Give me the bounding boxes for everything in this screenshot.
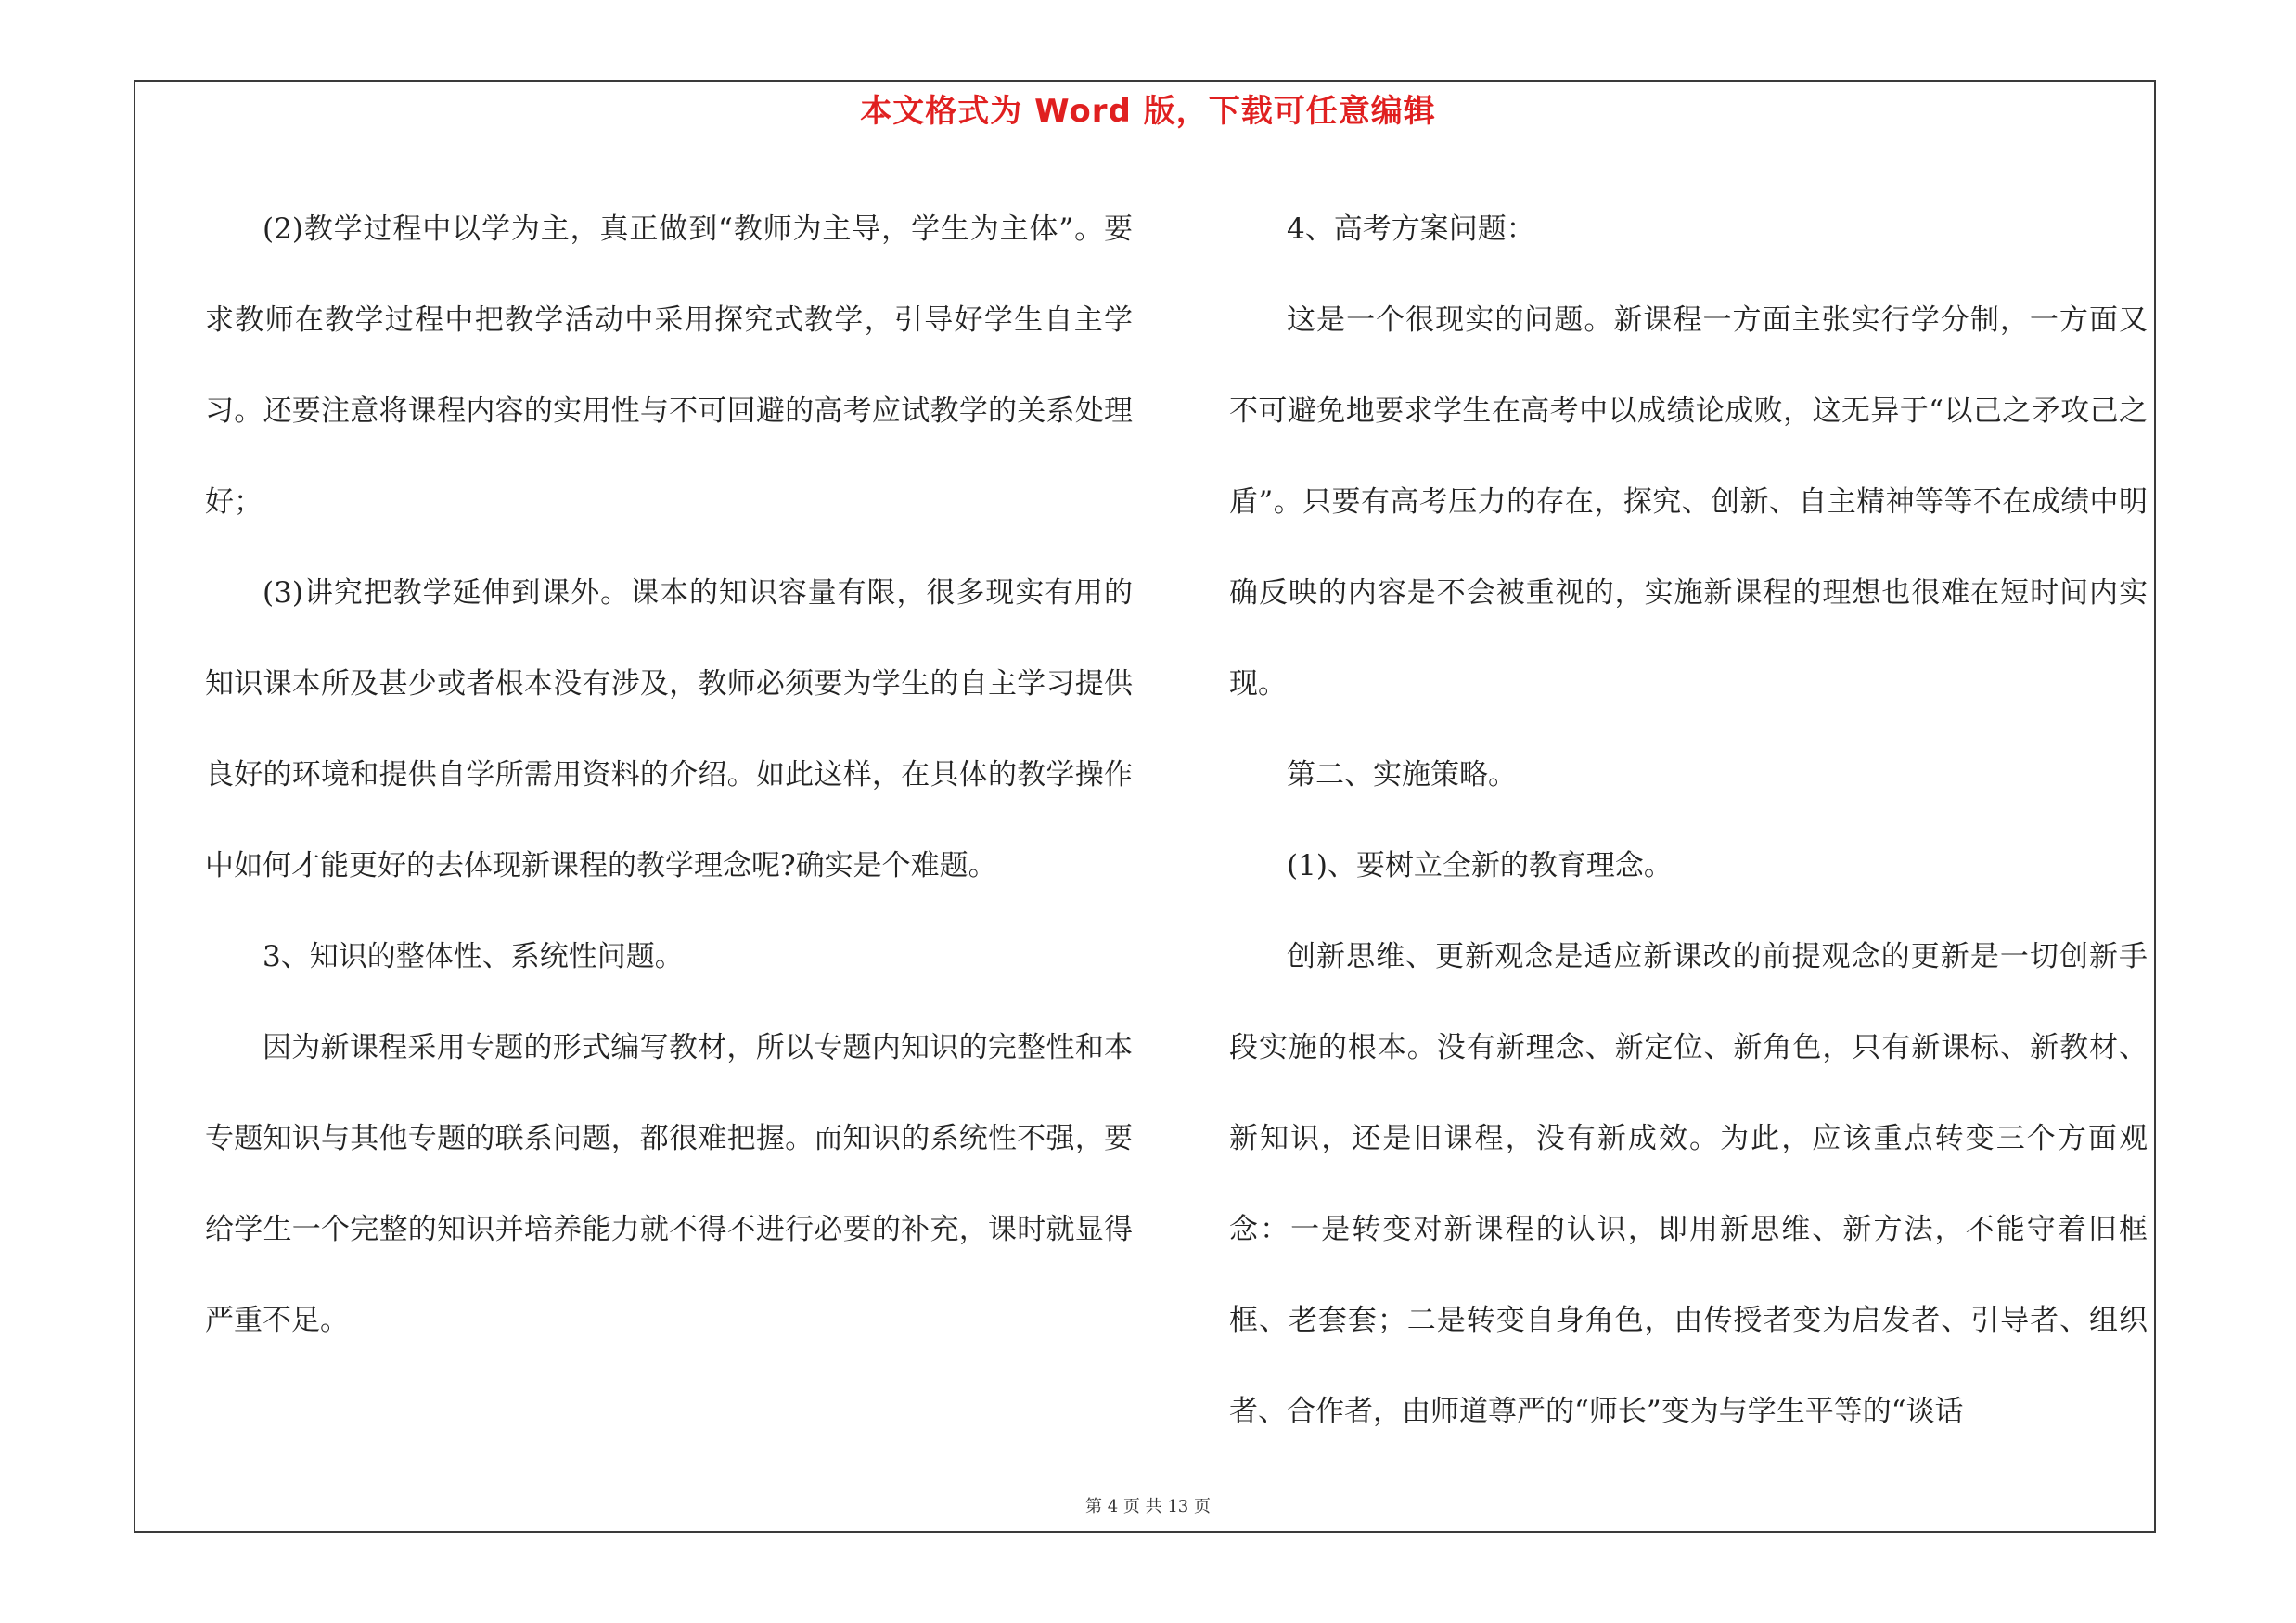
paragraph: (1)、要树立全新的教育理念。 (1287, 849, 1673, 882)
paragraph: 4、高考方案问题： (1287, 213, 1535, 246)
paragraph: (2)教学过程中以学为主，真正做到“教师为主导，学生为主体”。要求教师在教学过程中把教学活动中采用探究式教学，引导好学生自主学习。还要注意将课程内容的实用性与不可回避的高考应试教学的关系处理好； (205, 213, 1133, 519)
paragraph: (3)讲究把教学延伸到课外。课本的知识容量有限，很多现实有用的知识课本所及甚少或者根本没有涉及，教师必须要为学生的自主学习提供良好的环境和提供自学所需用资料的介绍。如此这样，在具体的教学操作中如何才能更好的去体现新课程的教学理念呢?确实是个难题。 (205, 576, 1133, 882)
page-number-footer: 第 4 页 共 13 页 (1085, 1497, 1211, 1516)
right-text-column (1229, 184, 2148, 1457)
paragraph: 3、知识的整体性、系统性问题。 (263, 940, 684, 973)
left-text-column (205, 184, 1133, 1366)
paragraph: 创新思维、更新观念是适应新课改的前提观念的更新是一切创新手段实施的根本。没有新理念、新定位、新角色，只有新课标、新教材、新知识，还是旧课程，没有新成效。为此，应该重点转变三个方面观念：一是转变对新课程的认识，即用新思维、新方法，不能守着旧框框、老套套；二是转变自身角色，由传授者变为启发者、引导者、组织者、合作者，由师道尊严的“师长”变为与学生平等的“谈话 (1229, 940, 2148, 1428)
paragraph: 因为新课程采用专题的形式编写教材，所以专题内知识的完整性和本专题知识与其他专题的联系问题，都很难把握。而知识的系统性不强，要给学生一个完整的知识并培养能力就不得不进行必要的补充，课时就显得严重不足。 (205, 1031, 1133, 1337)
paragraph: 这是一个很现实的问题。新课程一方面主张实行学分制，一方面又不可避免地要求学生在高考中以成绩论成败，这无异于“以己之矛攻己之盾”。只要有高考压力的存在，探究、创新、自主精神等等不在成绩中明确反映的内容是不会被重视的，实施新课程的理想也很难在短时间内实现。 (1229, 303, 2148, 701)
paragraph: 第二、实施策略。 (1287, 758, 1517, 792)
document-banner: 本文格式为 Word 版，下载可任意编辑 (860, 93, 1436, 130)
